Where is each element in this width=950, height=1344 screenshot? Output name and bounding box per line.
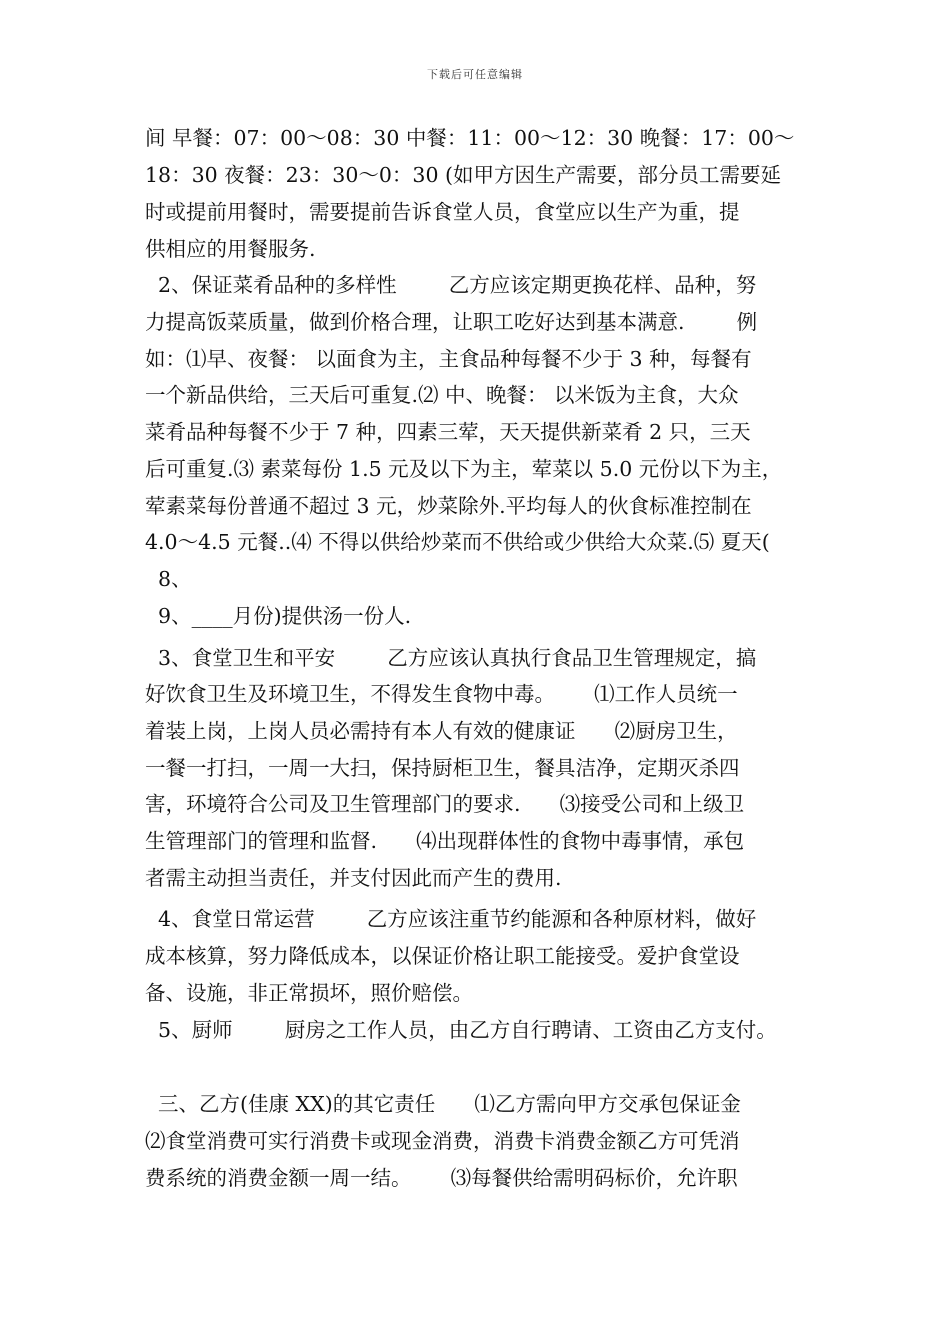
text-line: 如：⑴早、夜餐： 以面食为主，主食品种每餐不少于 3 种，每餐有: [145, 347, 752, 371]
text-line: 者需主动担当责任，并支付因此而产生的费用.: [145, 866, 562, 890]
text-line: 菜肴品种每餐不少于 7 种，四素三荤，天天提供新菜肴 2 只，三天: [145, 420, 751, 444]
text-line: 三、乙方(佳康 XX)的其它责任 ⑴乙方需向甲方交承包保证金: [145, 1092, 741, 1116]
text-line: 荤素菜每份普通不超过 3 元，炒菜除外.平均每人的伙食标准控制在: [145, 494, 752, 518]
text-line: 一餐一打扫，一周一大扫，保持厨柜卫生，餐具洁净，定期灭杀四: [145, 756, 740, 780]
text-line: 后可重复.⑶ 素菜每份 1.5 元及以下为主，荤菜以 5.0 元份以下为主，: [145, 457, 783, 481]
text-line: 成本核算，努力降低成本，以保证价格让职工能接受。爱护食堂设: [145, 944, 740, 968]
text-line: 4.0～4.5 元餐..⑷ 不得以供给炒菜而不供给或少供给大众菜.⑸ 夏天(: [145, 530, 770, 554]
text-line: 18：30 夜餐：23：30～0：30 (如甲方因生产需要，部分员工需要延: [145, 163, 781, 187]
text-line: 好饮食卫生及环境卫生，不得发生食物中毒。 ⑴工作人员统一: [145, 682, 738, 706]
text-line: 8、: [145, 567, 192, 591]
text-line: 费系统的消费金额一周一结。 ⑶每餐供给需明码标价，允许职: [145, 1166, 738, 1190]
page-header: 下载后可任意编辑: [427, 68, 523, 81]
text-line: 3、食堂卫生和平安 乙方应该认真执行食品卫生管理规定，搞: [145, 646, 757, 670]
text-line: 力提高饭菜质量，做到价格合理，让职工吃好达到基本满意. 例: [145, 310, 758, 334]
text-line: 备、设施，非正常损坏，照价赔偿。: [145, 981, 473, 1005]
text-line: 生管理部门的管理和监督. ⑷出现群体性的食物中毒事情，承包: [145, 829, 745, 853]
text-line: 2、保证菜肴品种的多样性 乙方应该定期更换花样、品种，努: [145, 273, 757, 297]
text-line: 时或提前用餐时，需要提前告诉食堂人员，食堂应以生产为重，提: [145, 200, 740, 224]
text-line: 害，环境符合公司及卫生管理部门的要求. ⑶接受公司和上级卫: [145, 792, 745, 816]
text-line: ⑵食堂消费可实行消费卡或现金消费，消费卡消费金额乙方可凭消: [145, 1129, 740, 1153]
text-line: 9、____月份)提供汤一份人.: [145, 604, 412, 628]
text-line: 着装上岗，上岗人员必需持有本人有效的健康证 ⑵厨房卫生，: [145, 719, 738, 743]
text-line: 间 早餐：07：00～08：30 中餐：11：00～12：30 晚餐：17：00～: [145, 126, 795, 150]
text-line: 一个新品供给，三天后可重复.⑵ 中、晚餐： 以米饭为主食，大众: [145, 383, 739, 407]
text-line: 5、厨师 厨房之工作人员，由乙方自行聘请、工资由乙方支付。: [145, 1018, 777, 1042]
text-line: 供相应的用餐服务.: [145, 237, 316, 261]
text-line: 4、食堂日常运营 乙方应该注重节约能源和各种原材料，做好: [145, 907, 757, 931]
